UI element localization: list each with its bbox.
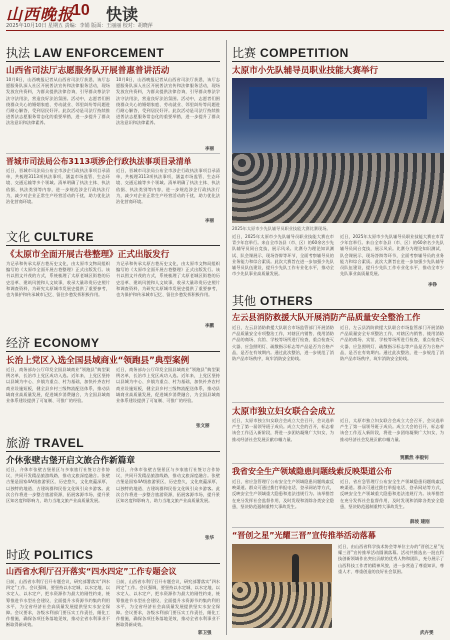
category-en: ECONOMY: [34, 336, 100, 350]
headline: 晋城市司法局公布3113项涉企行政执法事项目录清单: [6, 157, 192, 166]
article-body-col2: 近日，省应急管理厅公布安全生产领域隐患问题线索反映渠道。群众可通过拨打举报电话、登录网站等方式，反映安全生产领域重大隐患和违法违规行为。该举措旨在充分发挥社会监督作用，及时发现和消除各类安全隐患，坚决防范遏制重特大事故发生。: [340, 479, 444, 509]
article-body-col2: 日前，山西省水利厅召开专题会议，研究部署落实“四水四定”工作。会议强调，要坚持以水定城、以水定地、以水定人、以水定产，把水资源作为最大的刚性约束，统筹推进节水型社会建设，全面提升水资源节约集约利用水平，为全省经济社会高质量发展提供坚实水安全保障。会议要求，各级水利部门要压实工作责任，细化工作措施，确保各项任务落地见效，推动全省水利事业不断取得新成效。: [116, 579, 220, 628]
headline: 介休张壁古堡开启文旅合作新篇章: [6, 456, 135, 466]
headline: 我省安全生产领域隐患问题线索反映渠道公布: [232, 467, 392, 476]
category-line: [6, 61, 220, 62]
category-competition: [232, 44, 349, 61]
article-body-col2: 近日，商务部办公厅印发全国县域商业“领跑县”典型案例名单，长治市上党区成功入选。近年来，上党区坚持以县城为中心、乡镇为重点、村为基础，加快补齐农村商业设施短板，健全县乡村三级物流配送体系，推动县域商业高质量发展，促进城乡消费融合，为全国县域商业体系建设提供了可复制、可推广的经验。: [116, 367, 220, 404]
article-body-col2: 为记录和传承太原古巷历史文化，由太原市文物局组织编写的《太原市全面开展古巷整理》正式出版发行。该书以图文并茂的方式，系统梳理了太原老城区街巷的历史沿革、建筑风貌和人文故事，收录大量珍贵历史照片和调查资料，为研究太原城市发展史提供了重要参考，也为保护和传承城市记忆、留住乡愁发挥积极作用。: [116, 261, 220, 298]
category-line: [232, 309, 444, 310]
category-en: COMPETITION: [260, 46, 349, 60]
category-zh: 其他: [232, 294, 257, 308]
author: 武卉雯: [420, 631, 434, 636]
article-body: 近日，晋城市司法局公布全市涉企行政执法事项目录清单，共梳理3113项执法事项，涵盖市场监管、生态环境、交通运输等多个领域。清单明确了执法主体、执法依据、执法类别等内容，进一步规范涉企行政执法行为，减少对企业正常生产经营活动的干扰，助力优化法治化营商环境。: [6, 168, 110, 205]
category-en: LAW ENFORCEMENT: [34, 46, 165, 60]
category-line: [232, 61, 444, 62]
article-body-col2: 近日，晋城市司法局公布全市涉企行政执法事项目录清单，共梳理3113项执法事项，涵盖市场监管、生态环境、交通运输等多个领域。清单明确了执法主体、执法依据、执法类别等内容，进一步规范涉企行政执法行为，减少对企业正常生产经营活动的干扰，助力优化法治化营商环境。: [116, 168, 220, 205]
author: 李鹏: [205, 324, 214, 329]
article-body: 日前，山西省水利厅召开专题会议，研究部署落实“四水四定”工作。会议强调，要坚持以水定城、以水定地、以水定人、以水定产，把水资源作为最大的刚性约束，统筹推进节水型社会建设，全面提升水资源节约集约利用水平，为全省经济社会高质量发展提供坚实水安全保障。会议要求，各级水利部门要压实工作责任，细化工作措施，确保各项任务落地见效，推动全省水利事业不断取得新成效。: [6, 579, 110, 628]
competition-photo: [232, 78, 444, 223]
article-body-col2: 10月8日，山西晚报记者从山西省司法厅获悉，该厅志愿服务队深入社区开展普法宣传和法律服务活动，现场发放宣传资料，为群众提供法律咨询，引导群众尊法学法守法用法，营造良好法治氛围。活动中，志愿者们围绕群众关心的婚姻家庭、劳动就业、邻里纠纷等问题进行耐心解答，受到居民好评。此次活动是司法厅持续推进普法志愿服务常态化的重要举措，进一步提升了群众法治意识和法律素养。: [116, 77, 220, 126]
article-body: 10月8日，山西晚报记者从山西省司法厅获悉，该厅志愿服务队深入社区开展普法宣传和法律服务活动，现场发放宣传资料，为群众提供法律咨询，引导群众尊法学法守法用法，营造良好法治氛围。活动中，志愿者们围绕群众关心的婚姻家庭、劳动就业、邻里纠纷等问题进行耐心解答，受到居民好评。此次活动是司法厅持续推进普法志愿服务常态化的重要举措，进一步提升了群众法治意识和法律素养。: [6, 77, 110, 126]
category-line: [6, 351, 220, 352]
divider: [232, 463, 444, 464]
stage-screen: [249, 87, 427, 119]
category-zh: 经济: [6, 336, 31, 350]
category-zh: 文化: [6, 230, 31, 244]
author: 李丽: [205, 219, 214, 224]
article-body: 近日，商务部办公厅印发全国县域商业“领跑县”典型案例名单，长治市上党区成功入选。近年来，上党区坚持以县城为中心、乡镇为重点、村为基础，加快补齐农村商业设施短板，健全县乡村三级物流配送体系，推动县域商业高质量发展，促进城乡消费融合，为全国县域商业体系建设提供了可复制、可推广的经验。: [6, 367, 110, 404]
article-body-col2: 近日，左云县消防救援大队联合市场监管部门开展消防产品质量安全专项整治工作，对辖区内销售、使用消防产品的商场、宾馆、学校等场所进行检查，重点检查灭火器、应急照明灯、疏散指示标志等产品是否为合格产品，是否在有效期内。通过此次整治，进一步规范了消防产品市场秩序，筑牢消防安全防线。: [340, 325, 444, 362]
category-en: OTHERS: [260, 294, 314, 308]
category-others: [232, 292, 313, 309]
photo-caption: 2025年太原市少先队辅导员职业技能大赛比赛现场。: [232, 226, 331, 231]
column-divider: [226, 40, 227, 635]
category-politics: [6, 546, 93, 563]
category-economy: [6, 334, 100, 351]
author: 贾鹏然 李毅钊: [400, 456, 429, 461]
article-body-col2: 近日，2025年太原市少先队辅导员职业技能大赛在市青少年宫举行。来自全市各县（市、区）的60余名少先队辅导员同台竞技，展示风采。比赛分为理论知识测试、队会课展示、现场答辩等环节，全面考察辅导员的业务能力和综合素质。此次大赛旨在进一步加强少先队辅导员队伍建设，提升少先队工作专业化水平，推动全市少先队事业高质量发展。: [340, 234, 444, 277]
author: 张文丽: [196, 424, 210, 429]
category-line: [6, 563, 220, 564]
category-line: [6, 245, 220, 246]
headline: 山西省司法厅志愿服务队开展普惠普讲活动: [6, 66, 170, 76]
headline: 太原市独立妇女联合会成立: [232, 407, 336, 417]
divider: [6, 153, 220, 154]
category-zh: 比赛: [232, 46, 257, 60]
category-travel: [6, 434, 84, 451]
author: 郭卫强: [198, 631, 212, 636]
article-body: 近日，由山西省科学技术协会等单位主办的“晋创之星”光耀三晋”宣传推举活动圆满落幕。活动共推选出一批在科技创新领域作出突出贡献的优秀人物和团队，充分展示了山西科技工作者的精神风貌，进一步营造了尊重知识、尊重人才、尊重创造的良好社会氛围。: [338, 544, 444, 574]
category-en: POLITICS: [34, 548, 94, 562]
headline: 左云县消防救援大队开展消防产品质量安全整治工作: [232, 312, 421, 322]
article-body-col2: 近日，太原市独立妇女联合会成立大会召开，会议选举产生了第一届领导班子成员。成立大会的召开，标志着该会工作迈入新阶段，将进一步团结凝聚广大妇女，为推动经济社会发展贡献巾帼力量。: [340, 418, 444, 442]
divider: [232, 402, 444, 403]
event-photo: [232, 544, 332, 628]
category-zh: 执法: [6, 46, 31, 60]
headline: 山西省水利厅召开落实“四水四定”工作专题会议: [6, 567, 177, 576]
category-culture: [6, 228, 94, 245]
category-law: [6, 44, 164, 61]
page-header: [0, 0, 450, 30]
category-zh: 旅游: [6, 436, 31, 450]
headline: 《太原市全面开展古巷整理》正式出版发行: [6, 250, 170, 260]
category-zh: 时政: [6, 548, 31, 562]
author: 张华: [205, 536, 214, 541]
author: 薛坡 建刚: [410, 520, 430, 525]
category-en: CULTURE: [34, 230, 94, 244]
article-body: 近日，2025年太原市少先队辅导员职业技能大赛在市青少年宫举行。来自全市各县（市、区）的60余名少先队辅导员同台竞技，展示风采。比赛分为理论知识测试、队会课展示、现场答辩等环节，全面考察辅导员的业务能力和综合素质。此次大赛旨在进一步加强少先队辅导员队伍建设，提升少先队工作专业化水平，推动全市少先队事业高质量发展。: [232, 234, 334, 277]
headline: 太原市小先队辅导员职业技能大赛举行: [232, 66, 379, 76]
article-body: 近日，左云县消防救援大队联合市场监管部门开展消防产品质量安全专项整治工作，对辖区内销售、使用消防产品的商场、宾馆、学校等场所进行检查，重点检查灭火器、应急照明灯、疏散指示标志等产品是否为合格产品，是否在有效期内。通过此次整治，进一步规范了消防产品市场秩序，筑牢消防安全防线。: [232, 325, 334, 362]
dateline: 2025年10月10日 星期五 责编：李娟 版面：王丽丽 校对：胡晓萍: [6, 23, 153, 29]
divider: [232, 527, 444, 528]
author: 李铮: [428, 283, 437, 288]
category-en: TRAVEL: [34, 436, 85, 450]
headline: 长治上党区入选全国县域商业“领跑县”典型案例: [6, 356, 190, 366]
author: 李丽: [205, 147, 214, 152]
category-line: [6, 451, 220, 452]
header-rule: [6, 30, 444, 31]
audience: [232, 153, 444, 223]
masthead: 山西晚报: [6, 5, 75, 24]
page-number: 10: [72, 2, 90, 19]
article-body-col2: 近日，介休市张壁古堡景区与多家旅行社签订合作协议，共同开发精品旅游线路，推动文旅深度融合。张壁古堡是国家4A级旅游景区，历史悠久，文化底蕴深厚，以独特的地道、古建筑群和民俗文化吸引众多游客。此次合作将进一步整合旅游资源，拓展客源市场，提升景区知名度和影响力，助力当地文旅产业高质量发展。: [116, 467, 220, 504]
article-body: 近日，省应急管理厅公布安全生产领域隐患问题线索反映渠道。群众可通过拨打举报电话、登录网站等方式，反映安全生产领域重大隐患和违法违规行为。该举措旨在充分发挥社会监督作用，及时发现和消除各类安全隐患，坚决防范遏制重特大事故发生。: [232, 479, 334, 509]
headline: “晋创之星”光耀三晋”宣传推举活动落幕: [232, 531, 376, 540]
section-name: 快读: [106, 7, 139, 24]
article-body: 近日，介休市张壁古堡景区与多家旅行社签订合作协议，共同开发精品旅游线路，推动文旅深度融合。张壁古堡是国家4A级旅游景区，历史悠久，文化底蕴深厚，以独特的地道、古建筑群和民俗文化吸引众多游客。此次合作将进一步整合旅游资源，拓展客源市场，提升景区知名度和影响力，助力当地文旅产业高质量发展。: [6, 467, 110, 504]
audience: [232, 582, 332, 628]
article-body: 为记录和传承太原古巷历史文化，由太原市文物局组织编写的《太原市全面开展古巷整理》正式出版发行。该书以图文并茂的方式，系统梳理了太原老城区街巷的历史沿革、建筑风貌和人文故事，收录大量珍贵历史照片和调查资料，为研究太原城市发展史提供了重要参考，也为保护和传承城市记忆、留住乡愁发挥积极作用。: [6, 261, 110, 298]
article-body: 近日，太原市独立妇女联合会成立大会召开，会议选举产生了第一届领导班子成员。成立大会的召开，标志着该会工作迈入新阶段，将进一步团结凝聚广大妇女，为推动经济社会发展贡献巾帼力量。: [232, 418, 334, 442]
